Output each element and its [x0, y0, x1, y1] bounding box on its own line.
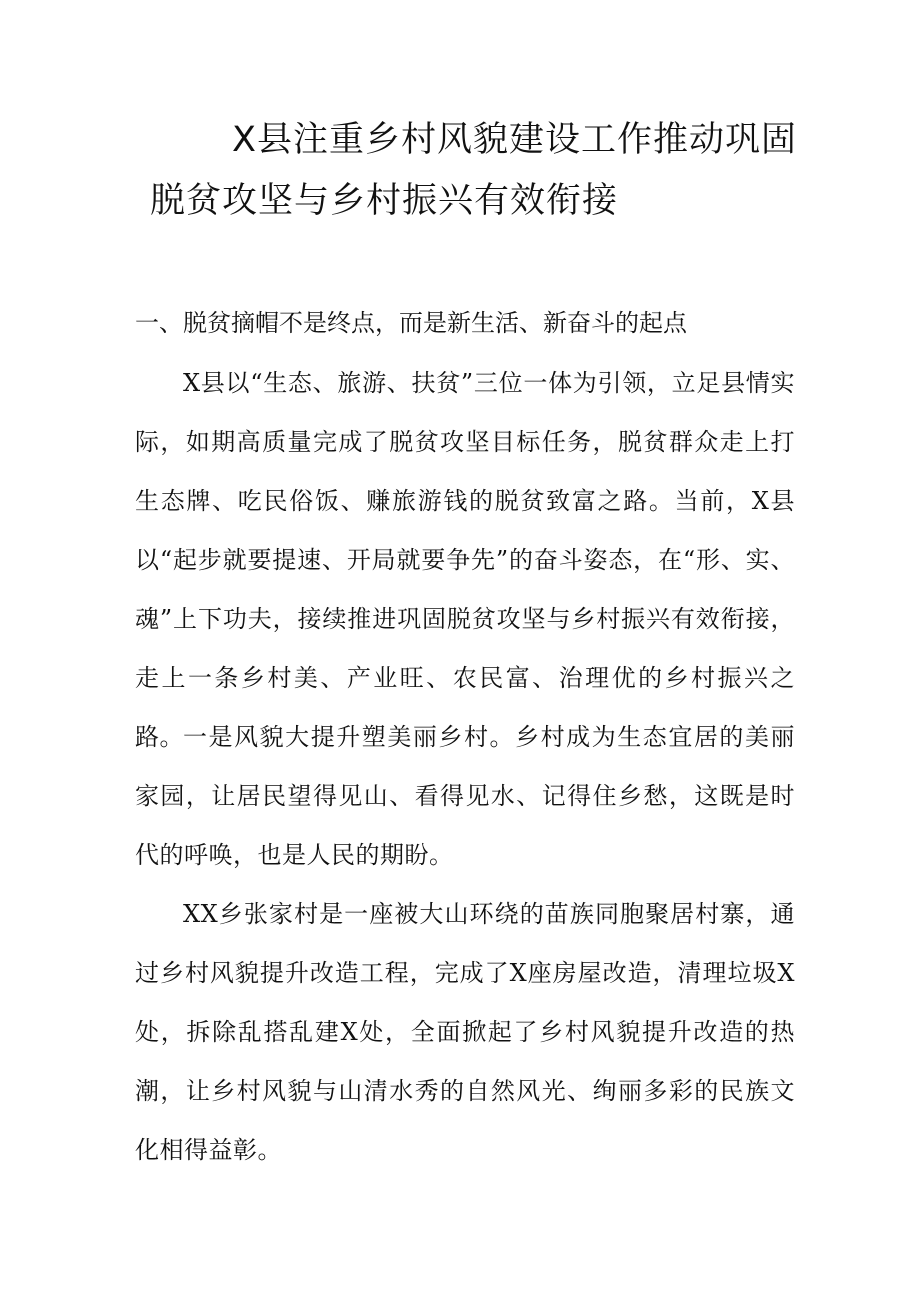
document-title-line-2: 脱贫攻坚与乡村振兴有效衔接 — [150, 181, 619, 221]
section-heading: 一、脱贫摘帽不是终点，而是新生活、新奋斗的起点 — [135, 309, 687, 337]
document-title-line-1: X县注重乡村风貌建设工作推动巩固 — [232, 120, 797, 160]
paragraph-1: X县以“生态、旅游、扶贫”三位一体为引领，立足县情实际，如期高质量完成了脱贫攻坚目标任务，脱贫群众走上打生态牌、吃民俗饭、赚旅游钱的脱贫致富之路。当前，X县以“起步就要提速、开局就要争先”的奋斗姿态，在“形、实、魂”上下功夫，接续推进巩固脱贫攻坚与乡村振兴有效衔接，走上一条乡村美、产业旺、农民富、治理优的乡村振兴之路。 — [135, 369, 795, 751]
paragraph-2: 一是风貌大提升塑美丽乡村。乡村成为生态宜居的美丽家园，让居民望得见山、看得见水、记得住乡愁，这既是时代的呼唤，也是人民的期盼。 — [135, 723, 795, 869]
paragraph-3: XX乡张家村是一座被大山环绕的苗族同胞聚居村寨，通过乡村风貌提升改造工程，完成了X座房屋改造，清理垃圾X处，拆除乱搭乱建X处，全面掀起了乡村风貌提升改造的热潮，让乡村风貌与山清水秀的自然风光、绚丽多彩的民族文化相得益彰。 — [135, 900, 795, 1164]
